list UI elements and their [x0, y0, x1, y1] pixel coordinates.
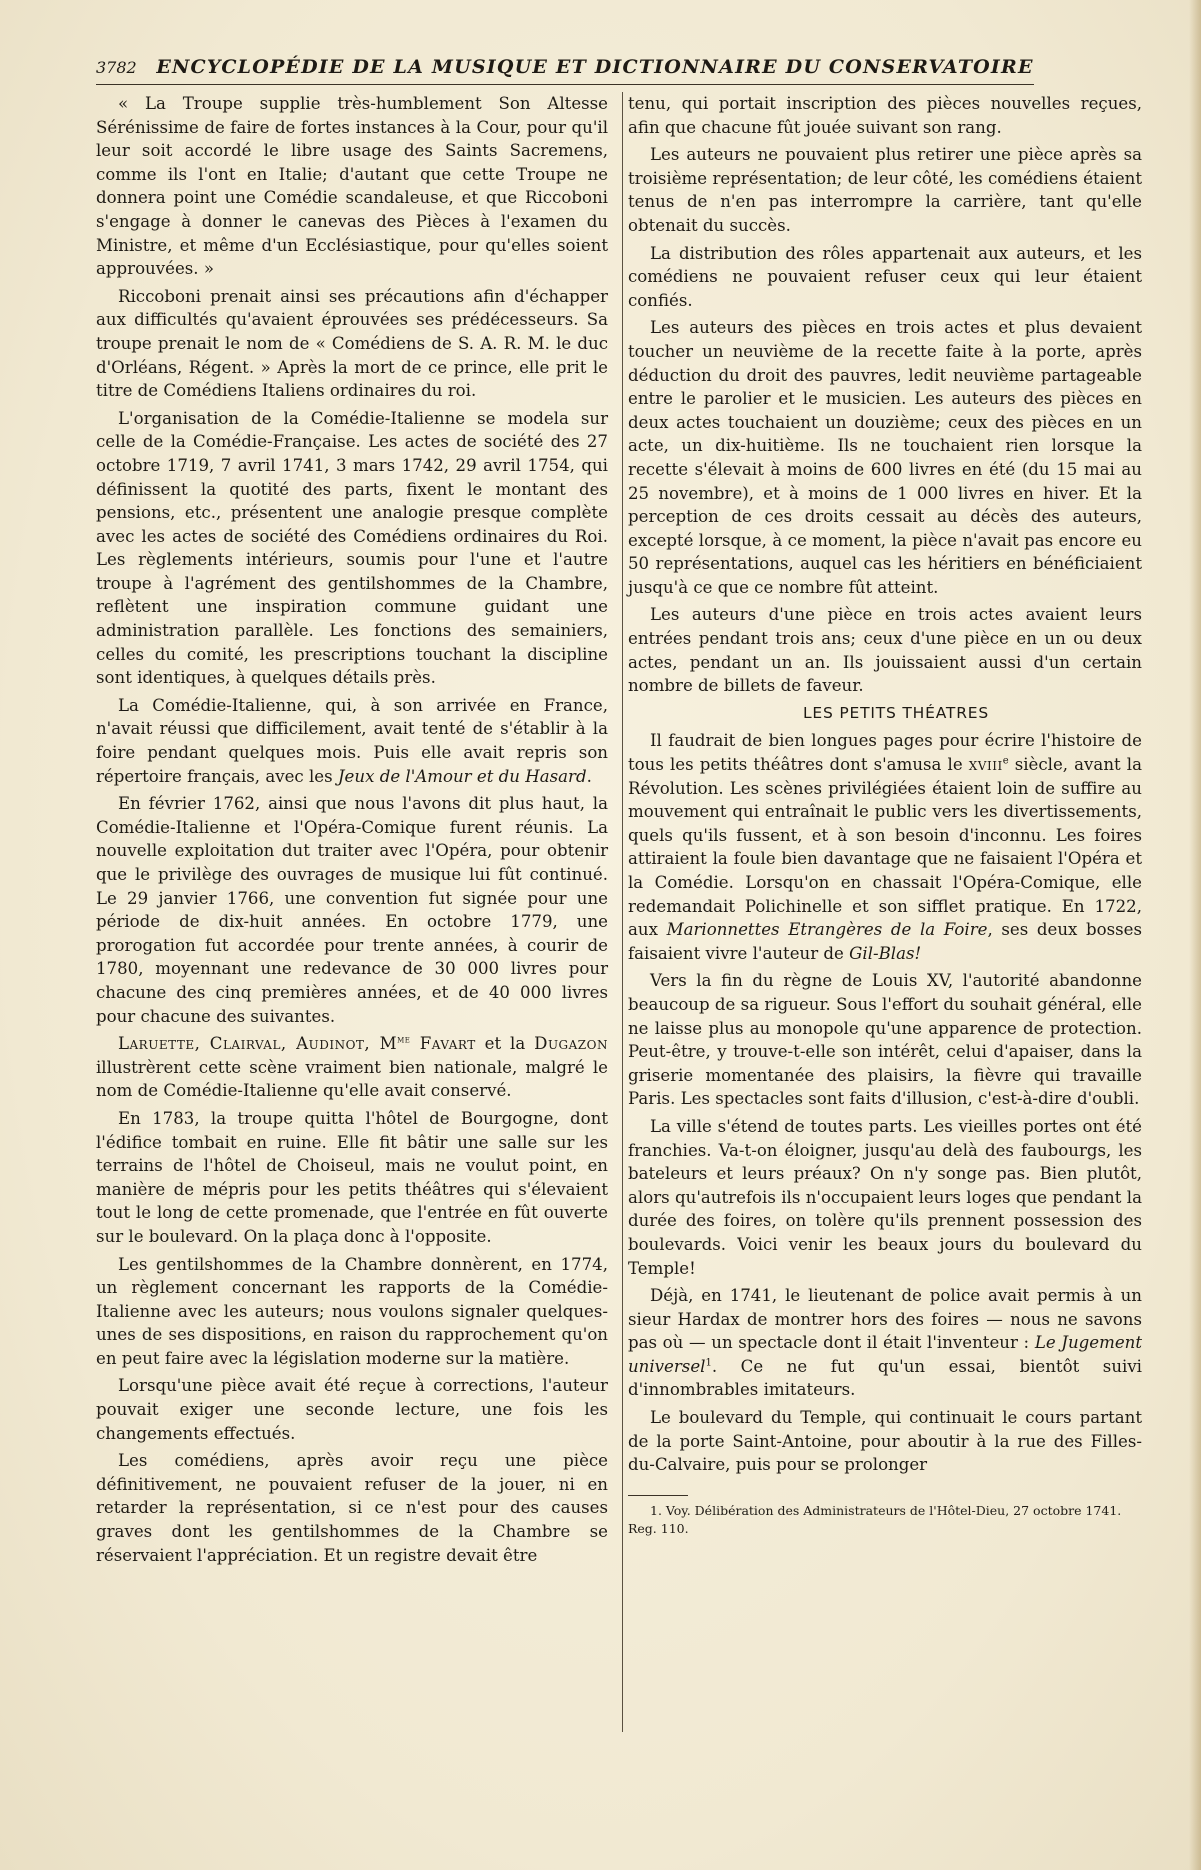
paragraph: [628, 1284, 1142, 1402]
work-title: Jeux de l'Amour et du Hasard: [337, 766, 587, 786]
text-run: . Ce ne fut qu'un essai, bientôt suivi d'innombrables imitateurs.: [628, 1356, 1142, 1400]
footnote: 1. Voy. Délibération des Administrateurs de l'Hôtel-Dieu, 27 octobre 1741. Reg. 110.: [628, 1502, 1122, 1536]
paragraph: [96, 1032, 608, 1103]
text-run: illustrèrent cette scène vraiment bien nationale, malgré le nom de Comédie-Italienne qu'elle avait conservé.: [96, 1057, 608, 1101]
work-title: Gil-Blas!: [849, 943, 922, 963]
paragraph: Le boulevard du Temple, qui continuait le cours partant de la porte Saint-Antoine, pour aboutir à la rue des Filles-du-Calvaire, puis pour se prolonger: [628, 1408, 1142, 1475]
paragraph: Les auteurs ne pouvaient plus retirer une pièce après sa troisième représentation; de leur côté, les comédiens étaient tenus de n'en pas interrompre la carrière, tant qu'elle obtenait du succès.: [628, 145, 1142, 235]
work-title: Le Jugement universel: [628, 1333, 1142, 1376]
ordinal-suffix: e: [1002, 755, 1009, 767]
title-abbrev: me: [397, 1034, 411, 1046]
footnote-rule: [628, 1495, 688, 1496]
performer-name: Dugazon: [534, 1034, 608, 1054]
text-run: siècle, avant la Révolution. Les scènes privilégiées étaient loin de suffire au mouvement qui entraînait le public vers les divertissements, quels qu'ils fussent, et à son besoin d'inconnu. Les foires attiraient la foule bien davantage que ne faisaient l'Opéra et la Comédie. Lorsqu'on en chassait l'Opéra-Comique, elle redemandait Polichinelle et son sifflet pratique. En 1722, aux: [628, 755, 1142, 940]
performer-name: Favart: [410, 1034, 476, 1054]
section-heading: LES PETITS THÉATRES: [803, 703, 989, 722]
left-column: [96, 92, 608, 1571]
page-binding-shadow: [1189, 0, 1201, 1870]
paragraph: En 1783, la troupe quitta l'hôtel de Bourgogne, dont l'édifice tombait en ruine. Elle fit bâtir une salle sur les terrains de l'hôtel de Choiseul, mais ne voulut point, en manière de mépris pour les petits théâtres qui s'élevaient tout le long de cette promenade, que l'entrée en fût ouverte sur le boulevard. On la plaça donc à l'opposite.: [96, 1108, 608, 1246]
paragraph: [628, 729, 1142, 965]
century-numeral: xviii: [968, 755, 1003, 775]
performer-names: Laruette, Clairval, Audinot, M: [118, 1034, 398, 1054]
text-run: Déjà, en 1741, le lieutenant de police avait permis à un sieur Hardax de montrer hors des foires — nous ne savons pas où — un spectacle dont il était l'inventeur :: [628, 1286, 1142, 1353]
text-run: Il faudrait de bien longues pages pour écrire l'histoire de tous les petits théâtres dont s'amusa le: [628, 731, 1142, 775]
paragraph: « La Troupe supplie très-humblement Son Altesse Sérénissime de faire de fortes instances à la Cour, pour qu'il leur soit accordé le libre usage des Saints Sacremens, comme ils l'ont en Italie; d'autant que cette Troupe ne donnera point une Comédie scandaleuse, et que Riccoboni s'engage à donner le canevas des Pièces à l'examen du Ministre, et même d'un Ecclésiastique, pour qu'elles soient approuvées. »: [96, 94, 608, 279]
running-head: ENCYCLOPÉDIE DE LA MUSIQUE ET DICTIONNAIRE DU CONSERVATOIRE: [156, 56, 1034, 78]
page-number: 3782: [96, 58, 137, 77]
right-column: [628, 92, 1142, 1542]
paragraph: Riccoboni prenait ainsi ses précautions afin d'échapper aux difficultés qu'avaient éprouvées ses prédécesseurs. Sa troupe prenait le nom de « Comédiens de S. A. R. M. le duc d'Orléans, Régent. » Après la mort de ce prince, elle prit le titre de Comédiens Italiens ordinaires du roi.: [96, 286, 608, 401]
paragraph: Les auteurs des pièces en trois actes et plus devaient toucher un neuvième de la recette faite à la porte, après déduction du droit des pauvres, ledit neuvième partageable entre le parolier et le musicien. Les auteurs des pièces en deux actes touchaient un douzième; ceux des pièces en un acte, un dix-huitième. Ils ne touchaient rien lorsque la recette s'élevait à moins de 600 livres en été (du 15 mai au 25 novembre), et à moins de 1 000 livres en hiver. Et la perception de ces droits cessait au décès des auteurs, excepté lorsque, à ce moment, la pièce n'avait pas encore eu 50 représentations, auquel cas les héritiers en bénéficiaient jusqu'à ce que ce nombre fût atteint.: [628, 318, 1142, 597]
paragraph: Vers la fin du règne de Louis XV, l'autorité abandonne beaucoup de sa rigueur. Sous l'effort du souhait général, elle ne laisse plus au monopole qu'une apparence de protection. Peut-être, y trouve-t-elle son intérêt, celui d'apaiser, dans la griserie momentanée des plaisirs, la fièvre qui travaille Paris. Les spectacles sont faits d'illusion, c'est-à-dire d'oubli.: [628, 971, 1142, 1109]
paragraph: Les comédiens, après avoir reçu une pièce définitivement, ne pouvaient refuser de la jouer, ni en retarder la représentation, si ce n'est pour des causes graves dont les gentilshommes de la Chambre se réservaient l'appréciation. Et un registre devait être: [96, 1451, 608, 1565]
paragraph: [96, 694, 608, 788]
text-run: La Comédie-Italienne, qui, à son arrivée en France, n'avait réussi que difficilement, avait tenté de s'établir à la foire pendant quelques mois. Puis elle avait repris son répertoire français, avec les: [96, 695, 608, 786]
paragraph: tenu, qui portait inscription des pièces nouvelles reçues, afin que chacune fût jouée suivant son rang.: [628, 94, 1142, 137]
paragraph: La distribution des rôles appartenait aux auteurs, et les comédiens ne pouvaient refuser ceux qui leur étaient confiés.: [628, 243, 1142, 310]
paragraph: En février 1762, ainsi que nous l'avons dit plus haut, la Comédie-Italienne et l'Opéra-Comique furent réunis. La nouvelle exploitation dut traiter avec l'Opéra, pour obtenir que le privilège des ouvrages de musique lui fût continué. Le 29 janvier 1766, une convention fut signée pour une période de dix-huit années. En octobre 1779, une prorogation fut accordée pour trente années, à courir de 1780, moyennant une redevance de 30 000 livres pour chacune des cinq premières années, et de 40 000 livres pour chacune des suivantes.: [96, 794, 608, 1026]
paragraph: Les gentilshommes de la Chambre donnèrent, en 1774, un règlement concernant les rapports de la Comédie-Italienne avec les auteurs; nous voulons signaler quelques-unes de ses dispositions, en raison du rapprochement qu'on en peut faire avec la législation moderne sur la matière.: [96, 1254, 608, 1368]
paragraph: La ville s'étend de toutes parts. Les vieilles portes ont été franchies. Va-t-on éloigner, jusqu'au delà des faubourgs, les bateleurs et leurs préaux? On n'y songe pas. Bien plutôt, alors qu'autrefois ils n'occupaient leurs loges que pendant la durée des foires, on tolère qu'ils prennent possession des boulevards. Voici venir les beaux jours du boulevard du Temple!: [628, 1116, 1142, 1278]
footnote-marker: 1: [705, 1357, 712, 1369]
column-divider: [622, 92, 623, 1732]
paragraph: Lorsqu'une pièce avait été reçue à corrections, l'auteur pouvait exiger une seconde lecture, une fois les changements effectués.: [96, 1376, 608, 1443]
header-rule: [96, 84, 1034, 85]
work-title: Marionnettes Etrangères de la Foire: [666, 920, 988, 940]
paragraph: Les auteurs d'une pièce en trois actes avaient leurs entrées pendant trois ans; ceux d'une pièce en un ou deux actes, pendant un an. Ils jouissaient aussi d'un certain nombre de billets de faveur.: [628, 605, 1142, 696]
paragraph: L'organisation de la Comédie-Italienne se modela sur celle de la Comédie-Française. Les actes de société des 27 octobre 1719, 7 avril 1741, 3 mars 1742, 29 avril 1754, qui définissent la quotité des parts, fixent le montant des pensions, etc., présentent une analogie presque complète avec les actes de société des Comédiens ordinaires du Roi. Les règlements intérieurs, soumis pour l'une et l'autre troupe à l'agrément des gentilshommes de la Chambre, reflètent une inspiration commune guidant une administration parallèle. Les fonctions des semainiers, celles du comité, les prescriptions touchant la discipline sont identiques, à quelques détails près.: [96, 408, 608, 688]
text-run: .: [586, 766, 592, 786]
text-run: , ses deux bosses faisaient vivre l'auteur de: [628, 920, 1142, 963]
page-header: [96, 54, 1034, 84]
text-run: et la: [475, 1034, 535, 1054]
